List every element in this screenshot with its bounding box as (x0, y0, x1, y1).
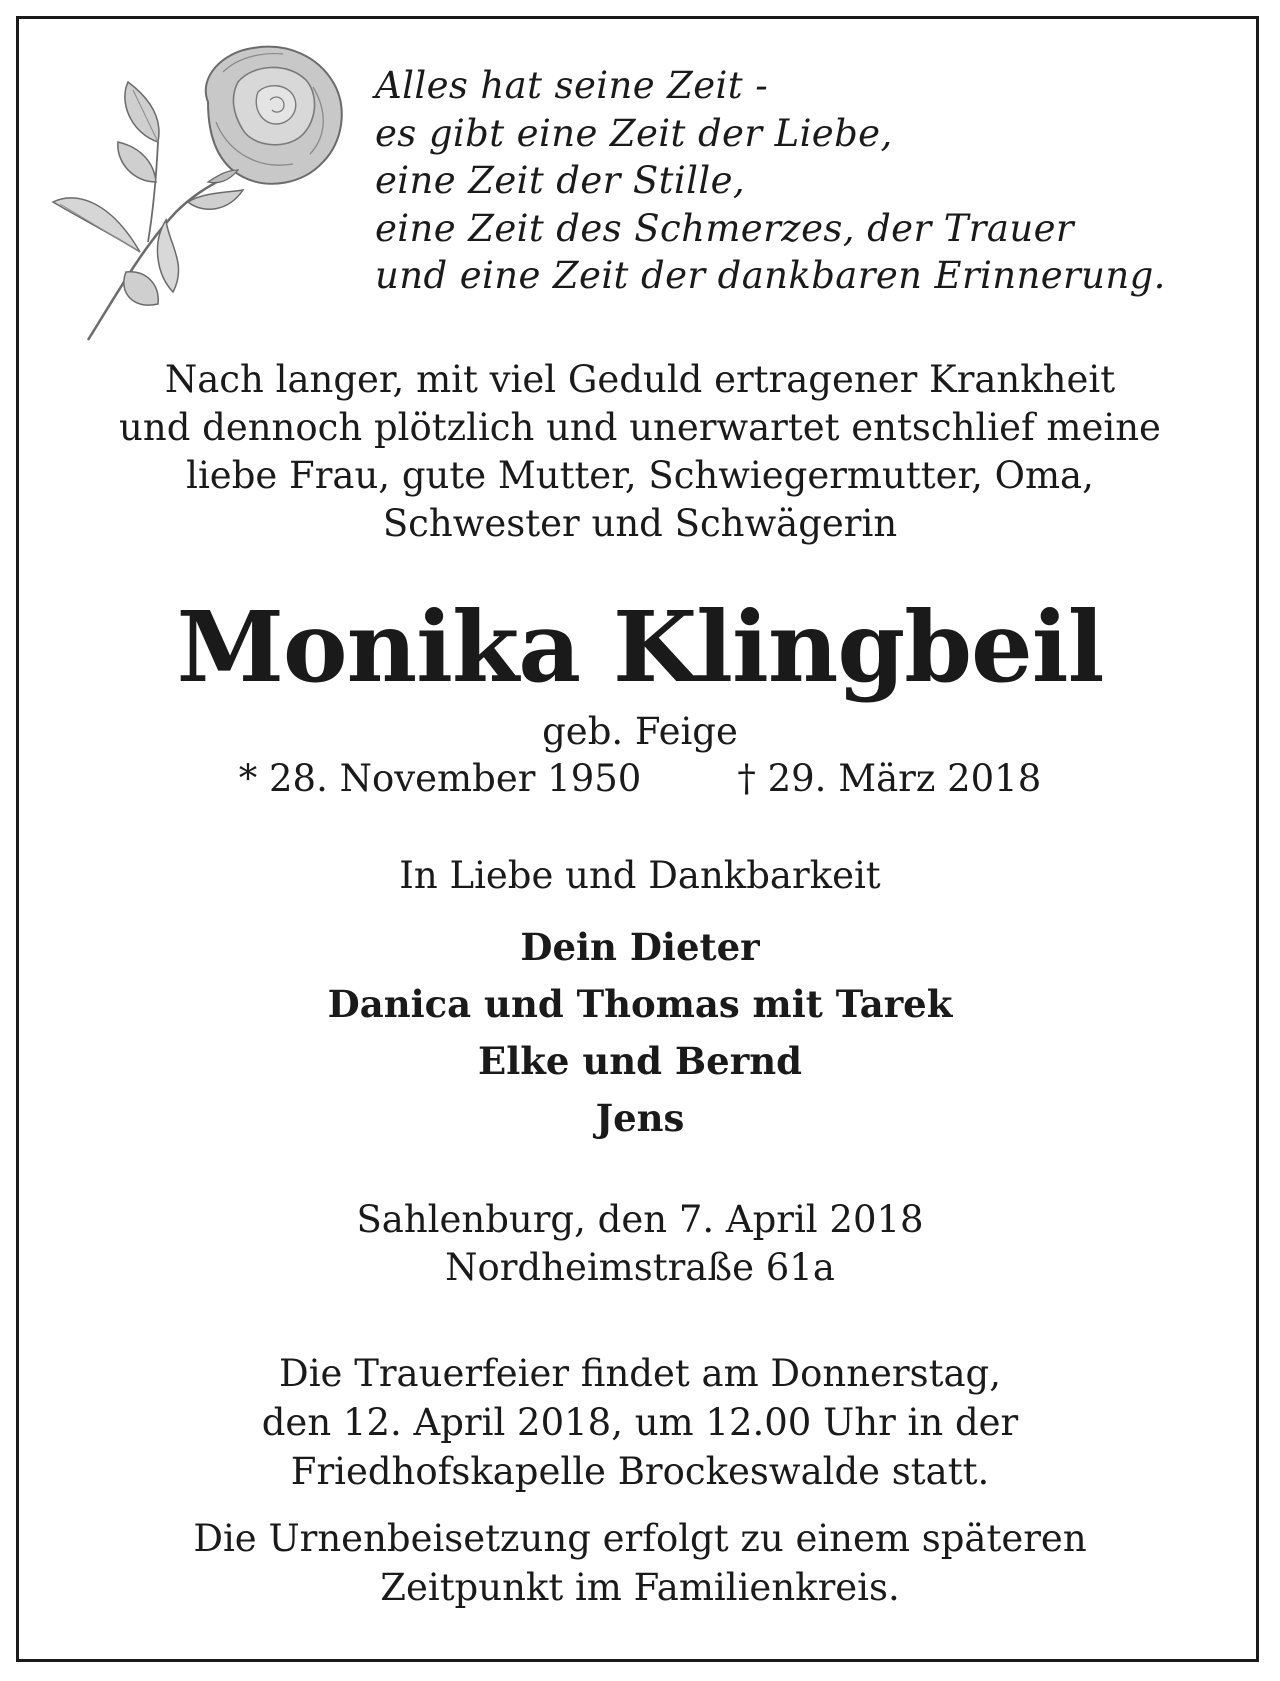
ceremony-line: den 12. April 2018, um 12.00 Uhr in der (261, 1401, 1019, 1444)
poem-line: eine Zeit des Schmerzes, der Trauer (375, 206, 1074, 250)
maiden-name: geb. Feige (542, 710, 738, 753)
family-member: Danica und Thomas mit Tarek (327, 982, 953, 1026)
intro-line: Schwester und Schwägerin (382, 502, 898, 545)
address: Nordheimstraße 61a (445, 1246, 835, 1289)
poem (375, 62, 1235, 300)
intro-line: Nach langer, mit viel Geduld ertragener Krankheit (164, 358, 1116, 401)
intro-line: und dennoch plötzlich und unerwartet entschlief meine (119, 406, 1161, 449)
birth-date: * 28. November 1950 (238, 757, 642, 800)
poem-line: eine Zeit der Stille, (375, 159, 746, 202)
city-date: Sahlenburg, den 7. April 2018 (356, 1198, 924, 1241)
family-member: Jens (595, 1096, 685, 1140)
intro-line: liebe Frau, gute Mutter, Schwiegermutter, Oma, (186, 454, 1094, 497)
rose-icon (48, 42, 350, 342)
poem-line: und eine Zeit der dankbaren Erinnerung. (375, 254, 1166, 297)
urn-info (16, 1514, 1264, 1612)
deceased-name: Monika Klingbeil (176, 590, 1104, 704)
ceremony-line: Friedhofskapelle Brockeswalde statt. (290, 1450, 990, 1493)
death-date: † 29. März 2018 (737, 757, 1042, 800)
intro-text (16, 356, 1264, 548)
family-member: Dein Dieter (520, 925, 760, 969)
family-member: Elke und Bernd (478, 1039, 802, 1083)
urn-line: Zeitpunkt im Familienkreis. (380, 1566, 900, 1609)
place-date (16, 1196, 1264, 1292)
family-list (16, 919, 1264, 1147)
ceremony-info (16, 1349, 1264, 1496)
urn-line: Die Urnenbeisetzung erfolgt zu einem späteren (193, 1517, 1087, 1560)
dedication: In Liebe und Dankbarkeit (399, 854, 881, 897)
ceremony-line: Die Trauerfeier findet am Donnerstag, (279, 1352, 1001, 1395)
poem-line: es gibt eine Zeit der Liebe, (375, 111, 893, 155)
poem-line: Alles hat seine Zeit - (375, 64, 769, 107)
life-dates (16, 755, 1264, 803)
